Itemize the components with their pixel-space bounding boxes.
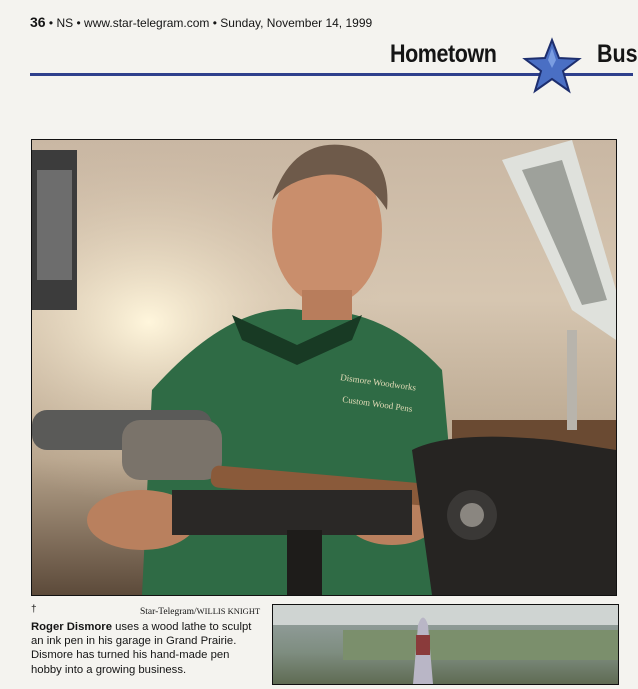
shirt-logo-line2: Custom Wood Pens xyxy=(341,394,414,414)
caption-body: uses a wood lathe to sculpt an ink pen in his garage in Grand Prairie. Dismore has turned his hand-made pen hobby into a growing business. xyxy=(31,621,252,676)
main-photo xyxy=(31,139,617,596)
credit-marker: † xyxy=(31,604,37,615)
photo-credit xyxy=(140,606,260,617)
publication-date: Sunday, November 14, 1999 xyxy=(220,16,373,30)
website-link[interactable]: www.star-telegram.com xyxy=(84,16,210,30)
caption-subject: Roger Dismore xyxy=(31,621,112,633)
page-number: 36 xyxy=(30,14,46,30)
edition-code: NS xyxy=(56,16,74,30)
photo-caption xyxy=(31,620,263,677)
secondary-photo xyxy=(272,604,619,685)
star-icon xyxy=(522,38,582,94)
credit-name: WILLIS KNIGHT xyxy=(196,606,261,616)
section-title: Hometown xyxy=(390,40,497,68)
shirt-logo-line1: Dismore Woodworks xyxy=(339,372,417,393)
section-title-continued: Bus xyxy=(597,40,638,68)
page-folio xyxy=(30,14,372,30)
bullet: • xyxy=(48,16,57,30)
credit-org: Star-Telegram/ xyxy=(140,607,197,617)
bullet: • xyxy=(76,16,85,30)
bullet: • xyxy=(212,16,221,30)
